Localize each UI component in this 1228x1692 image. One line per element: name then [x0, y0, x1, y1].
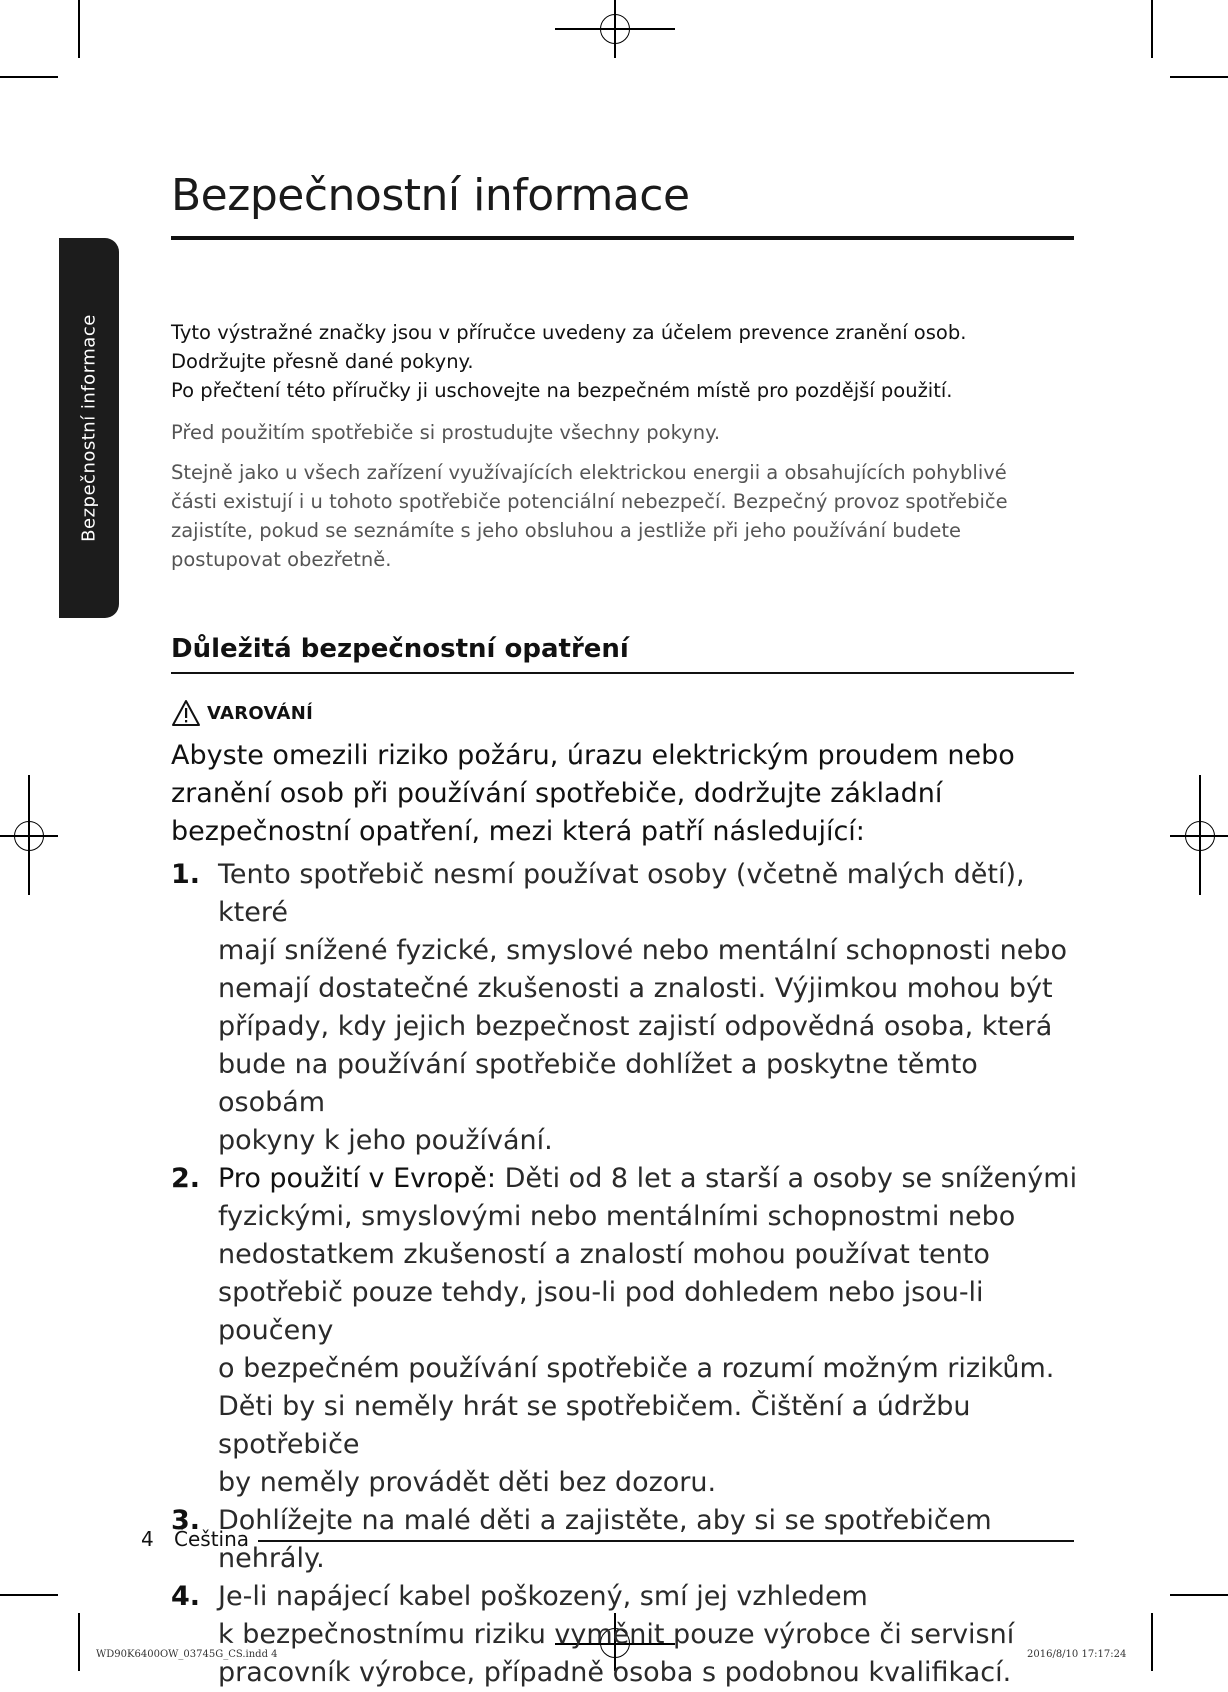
list-item-line: nemají dostatečné zkušenosti a znalosti. Výjimkou mohou být [218, 973, 1053, 1004]
list-item-line: pokyny k jeho používání. [218, 1125, 553, 1156]
section-intro [171, 737, 1071, 851]
list-item [171, 856, 1081, 1160]
intro-line-4: Před použitím spotřebiče si prostudujte všechny pokyny. [171, 421, 721, 444]
side-tab-label: Bezpečnostní informace [78, 314, 100, 542]
title-rule [171, 236, 1074, 240]
list-item-line: Dohlížejte na malé děti a zajistěte, aby si se spotřebičem nehrály. [218, 1505, 992, 1574]
list-item-line: Tento spotřebič nesmí používat osoby (včetně malých dětí), které [218, 859, 1025, 928]
warning-triangle-icon [171, 699, 201, 727]
page-number: 4 [141, 1527, 154, 1551]
intro-line-3: Po přečtení této příručky ji uschovejte na bezpečném místě pro pozdější použití. [171, 379, 953, 402]
list-item-line: o bezpečném používání spotřebiče a rozumí možným rizikům. [218, 1353, 1055, 1384]
safety-list [171, 856, 1081, 1692]
intro-paragraph-line: zajistíte, pokud se seznámíte s jeho obsluhou a jestliže při jeho používání budete [171, 519, 961, 542]
list-item-number: 2. [171, 1163, 201, 1194]
side-tab [59, 238, 119, 618]
list-item-line: Děti by si neměly hrát se spotřebičem. Čištění a údržbu spotřebiče [218, 1391, 971, 1460]
footer-language: Čeština [174, 1527, 250, 1551]
list-item-number: 3. [171, 1505, 201, 1536]
crop-mark [78, 1613, 80, 1671]
crop-mark [1151, 1613, 1153, 1671]
crop-mark [1170, 76, 1228, 78]
list-item-number: 4. [171, 1581, 201, 1612]
warning-label: VAROVÁNÍ [207, 702, 314, 724]
intro-paragraph-line: Stejně jako u všech zařízení využívajících elektrickou energii a obsahujících pohyblivé [171, 461, 1007, 484]
list-item-line: spotřebič pouze tehdy, jsou-li pod dohledem nebo jsou-li poučeny [218, 1277, 984, 1346]
list-item-line: bude na používání spotřebiče dohlížet a poskytne těmto osobám [218, 1049, 978, 1118]
warning-block [171, 696, 313, 730]
list-item-line: by neměly provádět děti bez dozoru. [218, 1467, 717, 1498]
list-item-line: nedostatkem zkušeností a znalostí mohou používat tento [218, 1239, 990, 1270]
intro-line-1: Tyto výstražné značky jsou v příručce uvedeny za účelem prevence zranění osob. [171, 321, 967, 344]
crop-mark [1151, 0, 1153, 58]
intro-paragraph [171, 458, 1071, 574]
crop-mark [78, 0, 80, 58]
list-item-text: Děti od 8 let a starší a osoby se sníženými [496, 1163, 1078, 1194]
list-item-lead: Pro použití v Evropě: [218, 1163, 497, 1194]
section-heading: Důležitá bezpečnostní opatření [171, 634, 629, 664]
section-rule [171, 672, 1074, 674]
list-item-line: fyzickými, smyslovými nebo mentálními schopnostmi nebo [218, 1201, 1016, 1232]
list-item-line: Je-li napájecí kabel poškozený, smí jej vzhledem [218, 1581, 868, 1612]
section-intro-line: bezpečnostní opatření, mezi která patří následující: [171, 816, 865, 847]
list-item-line [218, 1160, 1081, 1198]
list-item [171, 1160, 1081, 1502]
section-intro-line: Abyste omezili riziko požáru, úrazu elektrickým proudem nebo [171, 740, 1015, 771]
crop-mark [0, 76, 58, 78]
intro-line-2: Dodržujte přesně dané pokyny. [171, 350, 474, 373]
footer-rule [258, 1540, 1074, 1542]
intro-paragraph-line: postupovat obezřetně. [171, 548, 392, 571]
crop-mark [1170, 1594, 1228, 1596]
page-title: Bezpečnostní informace [171, 170, 690, 221]
list-item-line: pracovník výrobce, případně osoba s podobnou kvalifikací. [218, 1657, 1012, 1688]
slug-filename: WD90K6400OW_03745G_CS.indd 4 [96, 1649, 278, 1660]
section-intro-line: zranění osob při používání spotřebiče, dodržujte základní [171, 778, 943, 809]
crop-mark [0, 1594, 58, 1596]
list-item [171, 1578, 1081, 1692]
list-item-line: mají snížené fyzické, smyslové nebo mentální schopnosti nebo [218, 935, 1068, 966]
list-item-line: případy, kdy jejich bezpečnost zajistí odpovědná osoba, která [218, 1011, 1053, 1042]
list-item-number: 1. [171, 859, 201, 890]
list-item-line: k bezpečnostnímu riziku vyměnit pouze výrobce či servisní [218, 1619, 1015, 1650]
slug-timestamp: 2016/8/10 17:17:24 [1027, 1649, 1127, 1660]
intro-paragraph-line: části existují i u tohoto spotřebiče potenciální nebezpečí. Bezpečný provoz spotřebiče [171, 490, 1008, 513]
